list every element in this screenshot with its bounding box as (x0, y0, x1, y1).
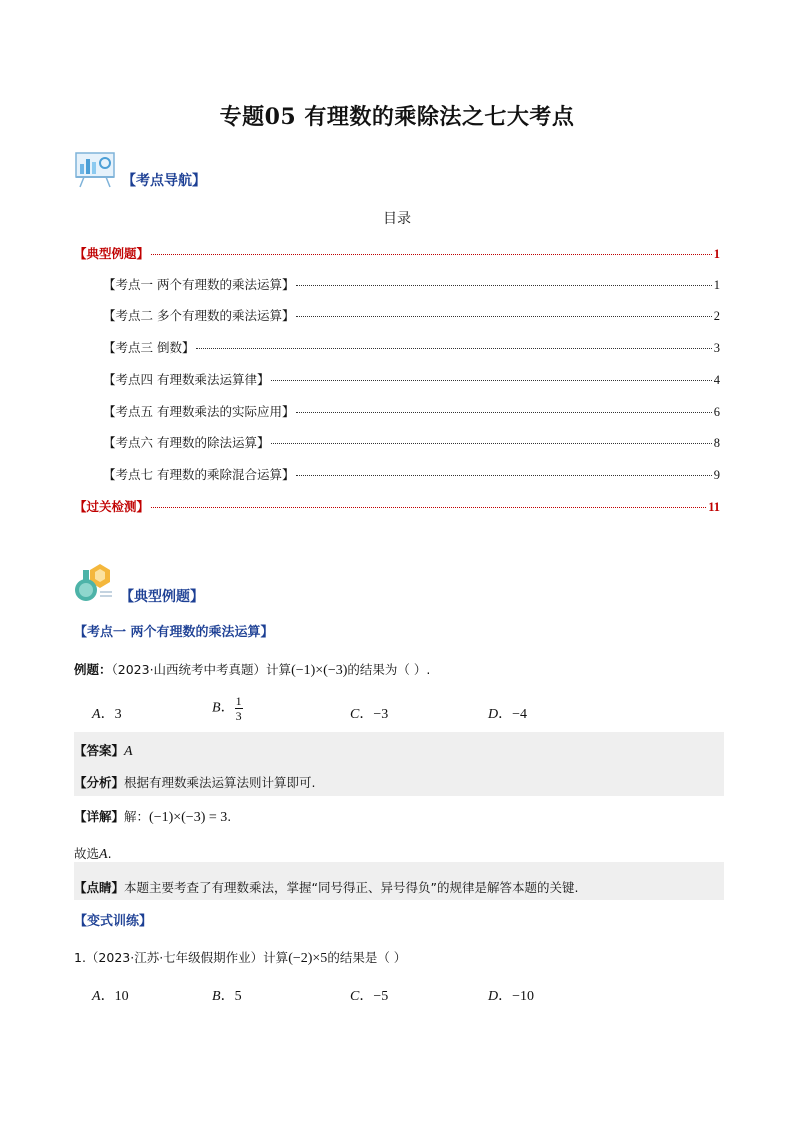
toc-item-kaodian-6[interactable] (103, 433, 720, 451)
examples-section-header (74, 562, 204, 608)
toc-item-kaodian-5[interactable] (103, 402, 720, 420)
choose-value: A (99, 847, 108, 862)
example-prefix: 例题： (74, 662, 112, 677)
toc-leader (271, 380, 711, 381)
example-option-a[interactable]: A．3 (92, 707, 122, 722)
example-option-b[interactable]: B． $\frac{1}{3}$ (212, 694, 242, 723)
toc-page-number: 1 (713, 278, 720, 292)
toc-title: 目录 (383, 211, 411, 227)
choose-end: . (107, 846, 112, 861)
toc-item-kaodian-2[interactable] (103, 306, 720, 324)
detail-text: 解： (124, 809, 150, 824)
option-value: 5 (234, 989, 242, 1004)
analysis-line (74, 773, 316, 791)
examples-label: 【典型例题】 (120, 589, 204, 605)
toc-page-number: 8 (713, 436, 720, 450)
comment-line (74, 878, 578, 896)
fraction-numerator: 1 (235, 694, 242, 708)
toc-item-kaodian-3[interactable] (103, 338, 720, 356)
q1-option-c[interactable]: C．−5 (350, 989, 389, 1004)
choose-line (74, 844, 112, 863)
flask-icon (74, 562, 114, 608)
option-value: 10 (114, 989, 129, 1004)
question-expression: (−2)×5 (288, 951, 328, 966)
answer-value: A (124, 744, 133, 759)
practice-question-1 (74, 948, 406, 967)
example-expression: (−1)×(−3) (291, 663, 348, 678)
q1-option-a[interactable]: A．10 (92, 989, 129, 1004)
detail-line (74, 807, 231, 826)
nav-label: 【考点导航】 (122, 173, 206, 189)
page-title: 专题05 有理数的乘除法之七大考点 (219, 104, 575, 130)
toc-item-kaodian-7[interactable] (103, 465, 720, 483)
comment-label: 【点睛】 (74, 880, 125, 895)
detail-expression: (−1)×(−3) = 3 (149, 810, 228, 825)
toc-leader (151, 507, 706, 508)
toc-item-examples[interactable] (74, 244, 720, 262)
kaodian-1-heading: 【考点一 两个有理数的乘法运算】 (74, 625, 274, 640)
toc-item-kaodian-1[interactable] (103, 275, 720, 293)
toc-item-label: 【考点四 有理数乘法运算律】 (103, 372, 270, 387)
nav-section-header (74, 150, 206, 192)
analysis-label: 【分析】 (74, 775, 125, 790)
choose-text: 故选 (74, 846, 100, 861)
fraction (235, 695, 243, 722)
option-value: 3 (114, 707, 122, 722)
toc-leader (296, 285, 711, 286)
toc-leader (296, 316, 711, 317)
detail-label: 【详解】 (74, 809, 125, 824)
toc-item-label: 【考点五 有理数乘法的实际应用】 (103, 404, 295, 419)
question-text: 1.（2023·江苏·七年级假期作业）计算 (74, 950, 289, 965)
toc-item-label: 【考点六 有理数的除法运算】 (103, 435, 270, 450)
analysis-text: 根据有理数乘法运算法则计算即可. (124, 775, 316, 790)
toc-page-number: 1 (713, 247, 720, 261)
toc-leader (196, 348, 711, 349)
example-source: （2023·山西统考中考真题）计算 (111, 662, 292, 677)
toc-page-number: 11 (708, 500, 720, 514)
detail-end: . (227, 809, 232, 824)
toc-item-label: 【考点二 多个有理数的乘法运算】 (103, 308, 295, 323)
option-value: −5 (373, 989, 389, 1004)
toc-item-label: 【考点三 倒数】 (103, 340, 195, 355)
example-suffix: 的结果为（ ）. (347, 662, 431, 677)
toc-leader (296, 412, 711, 413)
question-suffix: 的结果是（ ） (327, 950, 407, 965)
toc-page-number: 4 (713, 373, 720, 387)
practice-heading: 【变式训练】 (74, 914, 153, 929)
toc-item-kaodian-4[interactable] (103, 370, 720, 388)
toc-item-label: 【考点一 两个有理数的乘法运算】 (103, 277, 295, 292)
q1-option-d[interactable]: D．−10 (488, 989, 535, 1004)
comment-text: 本题主要考查了有理数乘法，掌握“同号得正、异号得负”的规律是解答本题的关键. (124, 880, 579, 895)
toc-leader (151, 254, 712, 255)
toc-page-number: 3 (713, 341, 720, 355)
toc-leader (296, 475, 711, 476)
toc-leader (271, 443, 711, 444)
example-question (74, 660, 430, 679)
toc-item-label: 【典型例题】 (74, 246, 150, 261)
q1-option-b[interactable]: B．5 (212, 989, 242, 1004)
option-value: −3 (373, 707, 389, 722)
toc-item-label: 【过关检测】 (74, 499, 150, 514)
option-value: −10 (512, 989, 535, 1004)
answer-line (74, 741, 133, 760)
fraction-denominator: 3 (235, 709, 242, 723)
option-value: −4 (512, 707, 528, 722)
toc-item-test[interactable] (74, 497, 720, 515)
toc-item-label: 【考点七 有理数的乘除混合运算】 (103, 467, 295, 482)
toc-page-number: 9 (713, 468, 720, 482)
toc-page-number: 6 (713, 405, 720, 419)
answer-label: 【答案】 (74, 743, 125, 758)
example-option-d[interactable]: D．−4 (488, 707, 528, 722)
presentation-board-icon (74, 150, 116, 192)
example-option-c[interactable]: C．−3 (350, 707, 389, 722)
toc-page-number: 2 (713, 309, 720, 323)
